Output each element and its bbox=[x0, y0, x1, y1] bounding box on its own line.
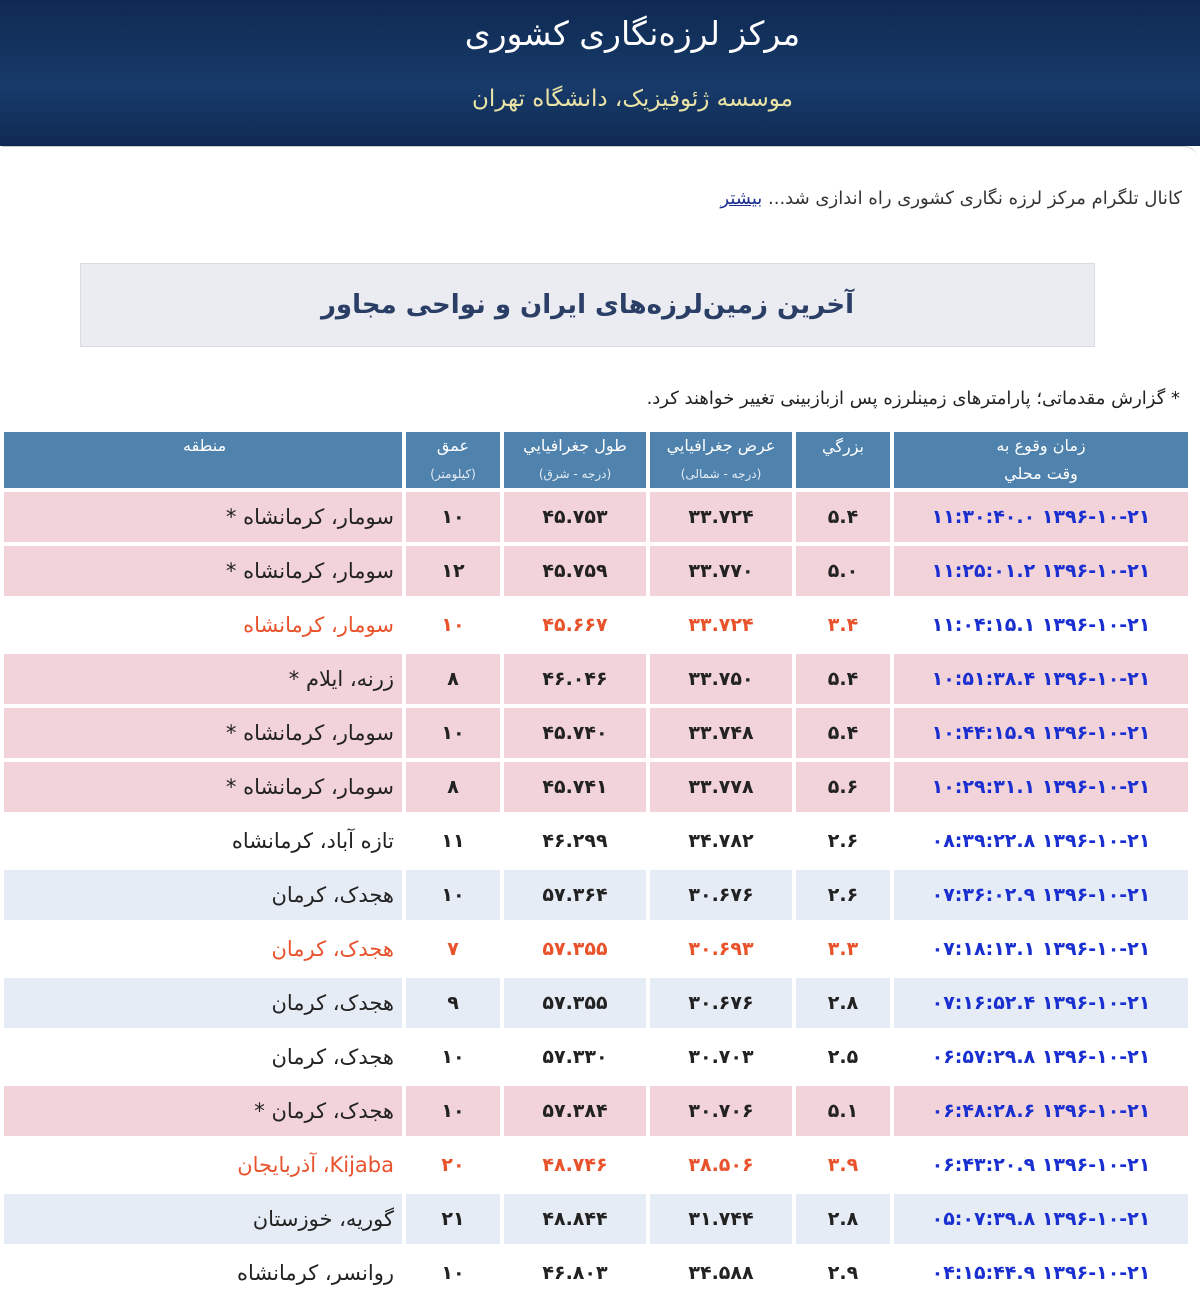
cell-lat: ۳۰.۶۹۳ bbox=[650, 924, 792, 974]
more-link[interactable]: بیشتر bbox=[720, 188, 763, 209]
cell-time: ۱۳۹۶-۱۰-۲۱ ۱۱:۲۵:۰۱.۲ bbox=[894, 546, 1188, 596]
header-time bbox=[894, 432, 1188, 488]
table-row bbox=[4, 816, 1188, 866]
cell-depth: ۱۰ bbox=[406, 870, 500, 920]
section-title: آخرین زمین‌لرزه‌های ایران و نواحی مجاور bbox=[320, 290, 855, 320]
cell-time: ۱۳۹۶-۱۰-۲۱ ۰۶:۴۳:۲۰.۹ bbox=[894, 1140, 1188, 1190]
header-lon-label: طول جغرافيايي bbox=[523, 436, 627, 455]
table-row bbox=[4, 546, 1188, 596]
cell-region: تازه آباد، کرمانشاه bbox=[4, 816, 402, 866]
cell-lat: ۳۴.۵۸۸ bbox=[650, 1248, 792, 1298]
header-time-line1: زمان وقوع به bbox=[996, 436, 1086, 455]
table-row bbox=[4, 1086, 1188, 1136]
cell-region: گوریه، خوزستان bbox=[4, 1194, 402, 1244]
header-depth bbox=[406, 432, 500, 488]
table-row bbox=[4, 492, 1188, 542]
header-lat bbox=[650, 432, 792, 488]
cell-lon: ۴۵.۷۵۳ bbox=[504, 492, 646, 542]
table-header-row bbox=[4, 432, 1188, 488]
cell-time: ۱۳۹۶-۱۰-۲۱ ۱۰:۵۱:۳۸.۴ bbox=[894, 654, 1188, 704]
table-row bbox=[4, 1248, 1188, 1298]
header-lon-unit: (درجه - شرق) bbox=[538, 467, 612, 481]
cell-time: ۱۳۹۶-۱۰-۲۱ ۱۰:۴۴:۱۵.۹ bbox=[894, 708, 1188, 758]
cell-time: ۱۳۹۶-۱۰-۲۱ ۰۶:۴۸:۲۸.۶ bbox=[894, 1086, 1188, 1136]
header-magnitude-label: بزرگي bbox=[822, 437, 864, 456]
cell-magnitude: ۲.۵ bbox=[796, 1032, 890, 1082]
cell-region: هجدک، کرمان bbox=[4, 978, 402, 1028]
cell-magnitude: ۳.۳ bbox=[796, 924, 890, 974]
cell-time: ۱۳۹۶-۱۰-۲۱ ۰۸:۳۹:۲۲.۸ bbox=[894, 816, 1188, 866]
telegram-text: کانال تلگرام مرکز لرزه نگاری کشوری راه اندازی شد... bbox=[768, 188, 1182, 209]
cell-lat: ۳۳.۷۷۰ bbox=[650, 546, 792, 596]
cell-lon: ۵۷.۳۶۴ bbox=[504, 870, 646, 920]
cell-magnitude: ۲.۶ bbox=[796, 816, 890, 866]
table-row bbox=[4, 600, 1188, 650]
cell-depth: ۸ bbox=[406, 654, 500, 704]
header-magnitude bbox=[796, 432, 890, 488]
cell-magnitude: ۵.۴ bbox=[796, 654, 890, 704]
cell-lon: ۵۷.۳۳۰ bbox=[504, 1032, 646, 1082]
cell-depth: ۱۰ bbox=[406, 1086, 500, 1136]
cell-magnitude: ۲.۸ bbox=[796, 1194, 890, 1244]
cell-magnitude: ۳.۴ bbox=[796, 600, 890, 650]
telegram-announcement bbox=[720, 188, 1182, 209]
header-lat-unit: (درجه - شمالی) bbox=[680, 467, 762, 481]
header-depth-label: عمق bbox=[436, 436, 470, 455]
cell-lat: ۳۰.۶۷۶ bbox=[650, 870, 792, 920]
header-depth-unit: (کیلومتر) bbox=[430, 467, 476, 481]
cell-magnitude: ۲.۹ bbox=[796, 1248, 890, 1298]
cell-time: ۱۳۹۶-۱۰-۲۱ ۰۵:۰۷:۳۹.۸ bbox=[894, 1194, 1188, 1244]
cell-depth: ۲۰ bbox=[406, 1140, 500, 1190]
cell-time: ۱۳۹۶-۱۰-۲۱ ۱۱:۳۰:۴۰.۰ bbox=[894, 492, 1188, 542]
table-row bbox=[4, 924, 1188, 974]
cell-time: ۱۳۹۶-۱۰-۲۱ ۰۷:۱۶:۵۲.۴ bbox=[894, 978, 1188, 1028]
cell-lon: ۴۵.۶۶۷ bbox=[504, 600, 646, 650]
cell-lat: ۳۳.۷۵۰ bbox=[650, 654, 792, 704]
cell-lon: ۴۶.۰۴۶ bbox=[504, 654, 646, 704]
section-banner bbox=[80, 263, 1095, 347]
cell-depth: ۸ bbox=[406, 762, 500, 812]
cell-depth: ۱۰ bbox=[406, 1032, 500, 1082]
cell-lat: ۳۳.۷۷۸ bbox=[650, 762, 792, 812]
site-header bbox=[0, 0, 1200, 146]
header-lon bbox=[504, 432, 646, 488]
cell-lon: ۵۷.۳۸۴ bbox=[504, 1086, 646, 1136]
cell-lat: ۳۰.۷۰۶ bbox=[650, 1086, 792, 1136]
cell-lon: ۴۶.۲۹۹ bbox=[504, 816, 646, 866]
cell-lon: ۵۷.۳۵۵ bbox=[504, 924, 646, 974]
table-row bbox=[4, 1194, 1188, 1244]
cell-lat: ۳۴.۷۸۲ bbox=[650, 816, 792, 866]
cell-magnitude: ۵.۴ bbox=[796, 492, 890, 542]
cell-lat: ۳۰.۶۷۶ bbox=[650, 978, 792, 1028]
cell-depth: ۱۰ bbox=[406, 708, 500, 758]
cell-depth: ۲۱ bbox=[406, 1194, 500, 1244]
table-row bbox=[4, 870, 1188, 920]
cell-lat: ۳۸.۵۰۶ bbox=[650, 1140, 792, 1190]
cell-lat: ۳۰.۷۰۳ bbox=[650, 1032, 792, 1082]
cell-lon: ۴۶.۸۰۳ bbox=[504, 1248, 646, 1298]
cell-time: ۱۳۹۶-۱۰-۲۱ ۰۷:۱۸:۱۳.۱ bbox=[894, 924, 1188, 974]
cell-lat: ۳۳.۷۲۴ bbox=[650, 492, 792, 542]
header-region-label: منطقه bbox=[183, 436, 227, 455]
header-region bbox=[4, 432, 402, 488]
cell-magnitude: ۵.۴ bbox=[796, 708, 890, 758]
cell-depth: ۱۰ bbox=[406, 600, 500, 650]
cell-region: سومار، کرمانشاه * bbox=[4, 762, 402, 812]
table-row bbox=[4, 1140, 1188, 1190]
cell-depth: ۱۲ bbox=[406, 546, 500, 596]
table-row bbox=[4, 708, 1188, 758]
cell-region: سومار، کرمانشاه * bbox=[4, 492, 402, 542]
cell-lon: ۴۵.۷۴۰ bbox=[504, 708, 646, 758]
cell-lon: ۵۷.۳۵۵ bbox=[504, 978, 646, 1028]
cell-region: روانسر، کرمانشاه bbox=[4, 1248, 402, 1298]
table-row bbox=[4, 1032, 1188, 1082]
cell-region: سومار، کرمانشاه bbox=[4, 600, 402, 650]
cell-lon: ۴۸.۸۴۴ bbox=[504, 1194, 646, 1244]
cell-lon: ۴۵.۷۵۹ bbox=[504, 546, 646, 596]
cell-region: هجدک، کرمان bbox=[4, 924, 402, 974]
cell-region: هجدک، کرمان bbox=[4, 1032, 402, 1082]
cell-lon: ۴۵.۷۴۱ bbox=[504, 762, 646, 812]
cell-region: Kijaba، آذربایجان bbox=[4, 1140, 402, 1190]
cell-depth: ۹ bbox=[406, 978, 500, 1028]
cell-magnitude: ۵.۱ bbox=[796, 1086, 890, 1136]
cell-depth: ۱۰ bbox=[406, 492, 500, 542]
cell-magnitude: ۲.۶ bbox=[796, 870, 890, 920]
cell-region: سومار، کرمانشاه * bbox=[4, 546, 402, 596]
cell-depth: ۱۱ bbox=[406, 816, 500, 866]
cell-lon: ۴۸.۷۴۶ bbox=[504, 1140, 646, 1190]
header-time-line2: وقت محلي bbox=[1004, 464, 1078, 483]
table-row bbox=[4, 978, 1188, 1028]
cell-region: سومار، کرمانشاه * bbox=[4, 708, 402, 758]
preliminary-note: * گزارش مقدماتی؛ پارامترهای زمینلرزه پس ازبازبینی تغییر خواهند کرد. bbox=[646, 388, 1180, 409]
cell-magnitude: ۲.۸ bbox=[796, 978, 890, 1028]
table-row bbox=[4, 654, 1188, 704]
cell-lat: ۳۳.۷۲۴ bbox=[650, 600, 792, 650]
earthquake-table bbox=[0, 428, 1192, 1302]
cell-time: ۱۳۹۶-۱۰-۲۱ ۰۴:۱۵:۴۴.۹ bbox=[894, 1248, 1188, 1298]
site-title: مرکز لرزه‌نگاری کشوری bbox=[464, 14, 801, 53]
cell-depth: ۷ bbox=[406, 924, 500, 974]
header-lat-label: عرض جغرافيايي bbox=[666, 436, 776, 455]
cell-region: هجدک، کرمان * bbox=[4, 1086, 402, 1136]
cell-magnitude: ۳.۹ bbox=[796, 1140, 890, 1190]
cell-time: ۱۳۹۶-۱۰-۲۱ ۱۱:۰۴:۱۵.۱ bbox=[894, 600, 1188, 650]
table-row bbox=[4, 762, 1188, 812]
cell-time: ۱۳۹۶-۱۰-۲۱ ۰۷:۳۶:۰۲.۹ bbox=[894, 870, 1188, 920]
cell-lat: ۳۱.۷۴۴ bbox=[650, 1194, 792, 1244]
cell-magnitude: ۵.۶ bbox=[796, 762, 890, 812]
cell-lat: ۳۳.۷۴۸ bbox=[650, 708, 792, 758]
cell-depth: ۱۰ bbox=[406, 1248, 500, 1298]
cell-time: ۱۳۹۶-۱۰-۲۱ ۰۶:۵۷:۲۹.۸ bbox=[894, 1032, 1188, 1082]
cell-region: هجدک، کرمان bbox=[4, 870, 402, 920]
cell-time: ۱۳۹۶-۱۰-۲۱ ۱۰:۲۹:۳۱.۱ bbox=[894, 762, 1188, 812]
cell-magnitude: ۵.۰ bbox=[796, 546, 890, 596]
site-subtitle: موسسه ژئوفیزیک، دانشگاه تهران bbox=[472, 86, 793, 112]
cell-region: زرنه، ایلام * bbox=[4, 654, 402, 704]
